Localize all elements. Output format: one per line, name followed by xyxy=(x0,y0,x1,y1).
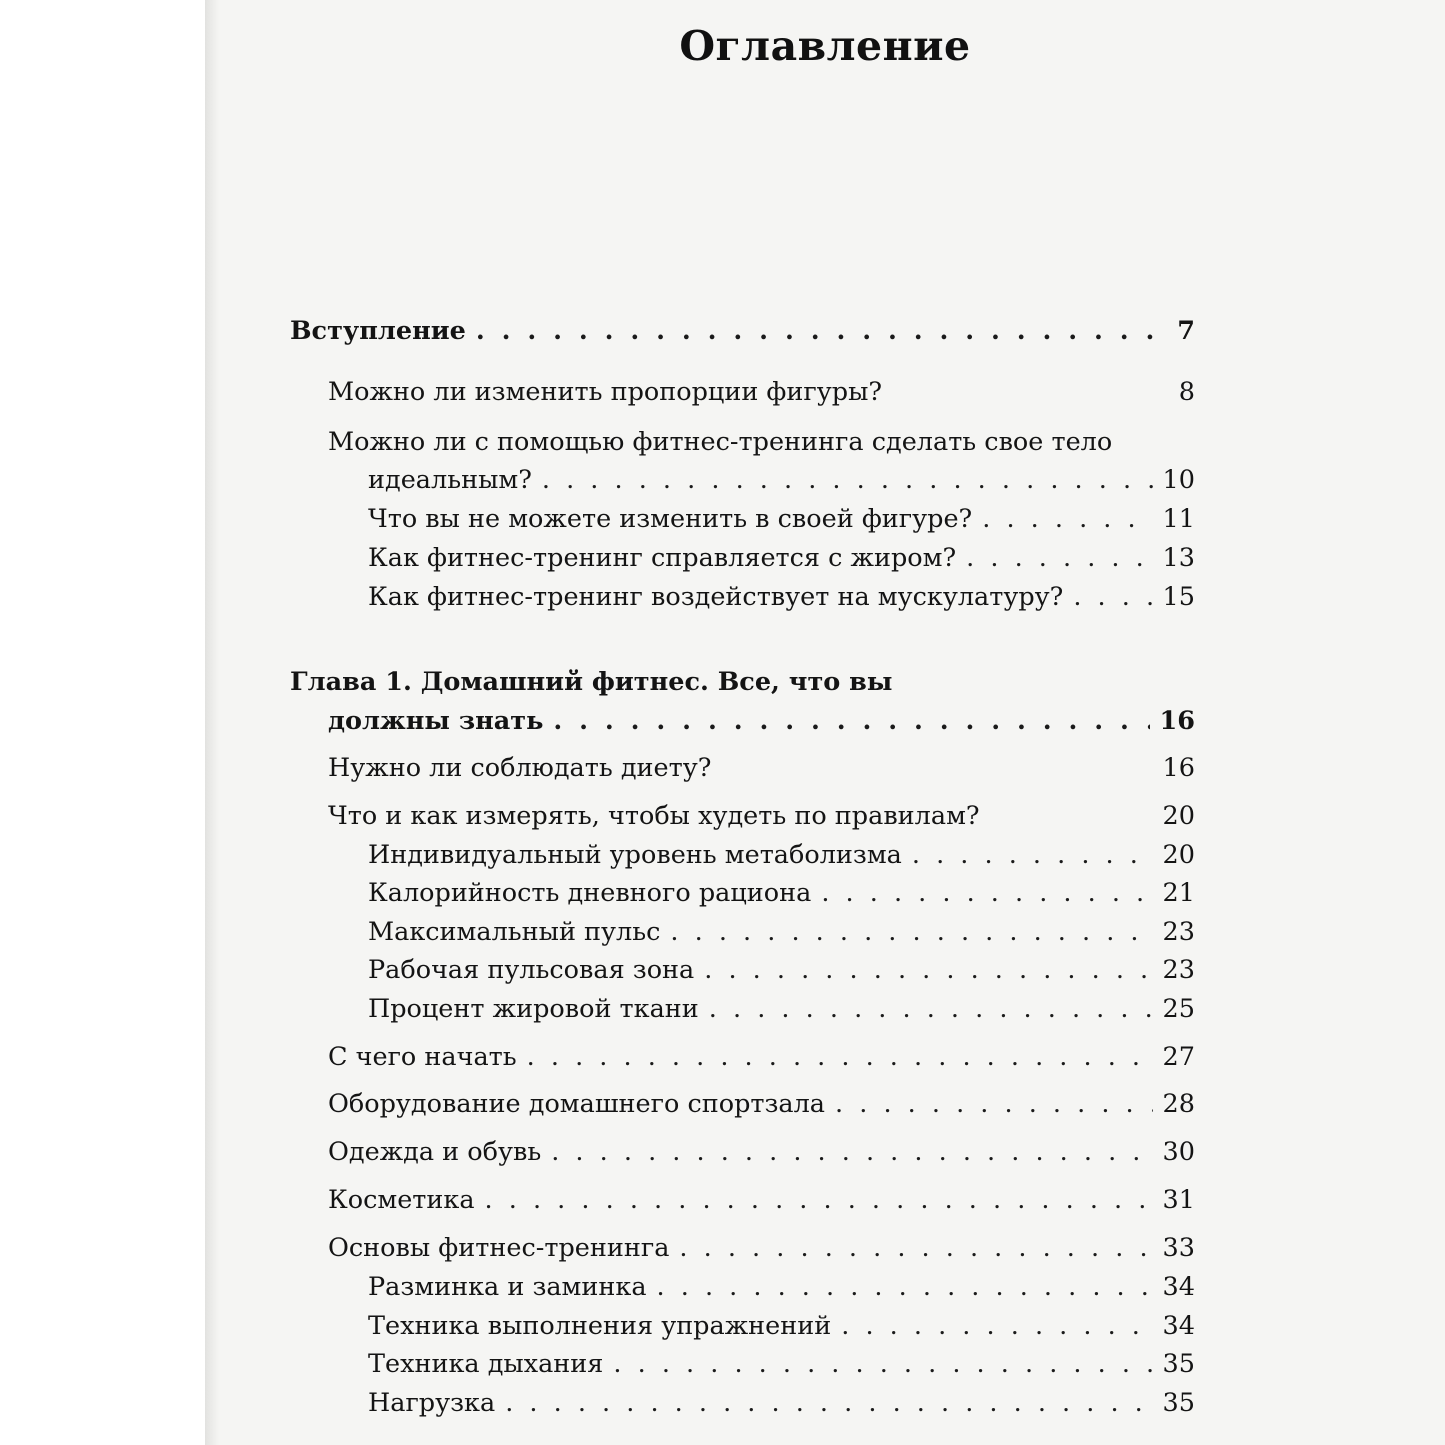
leader-dots xyxy=(527,1040,1153,1074)
toc-entry-text: идеальным? xyxy=(368,465,532,495)
toc-page-number: 8 xyxy=(1178,377,1195,407)
toc-page-number: 20 xyxy=(1162,840,1195,870)
toc-page-number: 11 xyxy=(1162,504,1195,534)
toc-page-number: 30 xyxy=(1162,1137,1195,1167)
leader-dots xyxy=(1073,580,1152,614)
toc-page-number: 16 xyxy=(1159,706,1195,736)
toc-entry-text: Техника дыхания xyxy=(368,1349,604,1379)
leader-dots xyxy=(709,992,1153,1026)
toc-entry[interactable] xyxy=(328,1087,1195,1121)
toc-entry-text: Вступление xyxy=(290,316,466,346)
leader-dots xyxy=(679,1231,1152,1265)
toc-entry-text: Как фитнес-тренинг справляется с жиром? xyxy=(368,543,957,573)
toc-page-number: 35 xyxy=(1162,1349,1195,1379)
toc-entry[interactable] xyxy=(368,463,1195,497)
toc-entry-text: Как фитнес-тренинг воздействует на мускулатуру? xyxy=(368,582,1064,612)
leader-dots xyxy=(542,463,1153,497)
toc-page-number: 23 xyxy=(1162,955,1195,985)
toc-entry[interactable] xyxy=(328,751,1195,785)
toc-entry[interactable] xyxy=(328,1231,1195,1265)
toc-page-number: 33 xyxy=(1162,1233,1195,1263)
toc-entry-intro[interactable] xyxy=(290,314,1195,348)
toc-page-number: 20 xyxy=(1162,801,1195,831)
toc-page-number: 34 xyxy=(1162,1311,1195,1341)
leader-dots xyxy=(670,915,1152,949)
leader-dots xyxy=(613,1347,1152,1381)
toc-entry[interactable] xyxy=(368,541,1195,575)
toc-entry[interactable] xyxy=(368,580,1195,614)
toc-page-number: 10 xyxy=(1162,465,1195,495)
leader-dots xyxy=(835,1087,1153,1121)
leader-dots xyxy=(704,953,1152,987)
toc-entry[interactable] xyxy=(368,1309,1195,1343)
toc-entry-text: Максимальный пульс xyxy=(368,917,661,947)
leader-dots xyxy=(912,838,1153,872)
page-gutter-shadow xyxy=(205,0,219,1445)
toc-entry-text: Можно ли изменить пропорции фигуры? xyxy=(328,377,883,407)
leader-dots xyxy=(966,541,1152,575)
toc-entry[interactable] xyxy=(368,992,1195,1026)
toc-entry-text-line1: Можно ли с помощью фитнес-тренинга сделать свое тело xyxy=(328,427,1113,457)
toc-entry-text: Индивидуальный уровень метаболизма xyxy=(368,840,902,870)
toc-entry-chapter-1[interactable] xyxy=(328,704,1195,738)
toc-chapter-line1: Глава 1. Домашний фитнес. Все, что вы xyxy=(290,667,893,697)
leader-dots xyxy=(505,1386,1152,1420)
toc-entry-text: Косметика xyxy=(328,1185,475,1215)
leader-dots xyxy=(476,314,1155,348)
toc-page-number: 7 xyxy=(1177,316,1195,346)
toc-entry[interactable] xyxy=(368,1347,1195,1381)
toc-entry[interactable] xyxy=(368,1270,1195,1304)
toc-entry[interactable] xyxy=(368,915,1195,949)
leader-dots xyxy=(553,704,1149,738)
toc-page-number: 34 xyxy=(1162,1272,1195,1302)
toc-entry-text: Нужно ли соблюдать диету? xyxy=(328,753,712,783)
leader-dots xyxy=(982,502,1152,536)
leader-dots xyxy=(821,876,1152,910)
toc-entry-text: Калорийность дневного рациона xyxy=(368,878,812,908)
toc-entry-text: Основы фитнес-тренинга xyxy=(328,1233,670,1263)
toc-entry[interactable] xyxy=(328,1040,1195,1074)
toc-page-number: 25 xyxy=(1162,994,1195,1024)
toc-page-number: 13 xyxy=(1162,543,1195,573)
toc-entry[interactable] xyxy=(368,838,1195,872)
page-title: Оглавление xyxy=(679,22,971,70)
toc-entry-text: должны знать xyxy=(328,706,544,736)
toc-entry[interactable] xyxy=(368,953,1195,987)
toc-entry-text: Рабочая пульсовая зона xyxy=(368,955,695,985)
toc-page-number: 35 xyxy=(1162,1388,1195,1418)
toc-entry-text: Нагрузка xyxy=(368,1388,496,1418)
toc-entry[interactable] xyxy=(328,799,1195,833)
toc-entry-text: Одежда и обувь xyxy=(328,1137,542,1167)
toc-page-number: 28 xyxy=(1162,1089,1195,1119)
toc-page-number: 23 xyxy=(1162,917,1195,947)
toc-entry[interactable] xyxy=(328,1183,1195,1217)
toc-page-number: 31 xyxy=(1162,1185,1195,1215)
toc-entry-text: Оборудование домашнего спортзала xyxy=(328,1089,826,1119)
toc-page-number: 15 xyxy=(1162,582,1195,612)
toc-entry-text: С чего начать xyxy=(328,1042,517,1072)
leader-dots xyxy=(841,1309,1152,1343)
toc-entry[interactable] xyxy=(368,1386,1195,1420)
leader-dots xyxy=(551,1135,1152,1169)
toc-entry-text: Что вы не можете изменить в своей фигуре? xyxy=(368,504,973,534)
toc-entry-text: Процент жировой ткани xyxy=(368,994,699,1024)
leader-dots xyxy=(485,1183,1153,1217)
toc-entry[interactable] xyxy=(368,876,1195,910)
toc-entry[interactable] xyxy=(328,375,1195,409)
toc-entry-text: Разминка и заминка xyxy=(368,1272,647,1302)
toc-entry-text: Техника выполнения упражнений xyxy=(368,1311,832,1341)
leader-dots xyxy=(657,1270,1153,1304)
toc-entry-text: Что и как измерять, чтобы худеть по правилам? xyxy=(328,801,980,831)
toc-page-number: 21 xyxy=(1162,878,1195,908)
toc-page-number: 16 xyxy=(1162,753,1195,783)
toc-entry[interactable] xyxy=(368,502,1195,536)
toc-page-number: 27 xyxy=(1162,1042,1195,1072)
toc-entry[interactable] xyxy=(328,1135,1195,1169)
